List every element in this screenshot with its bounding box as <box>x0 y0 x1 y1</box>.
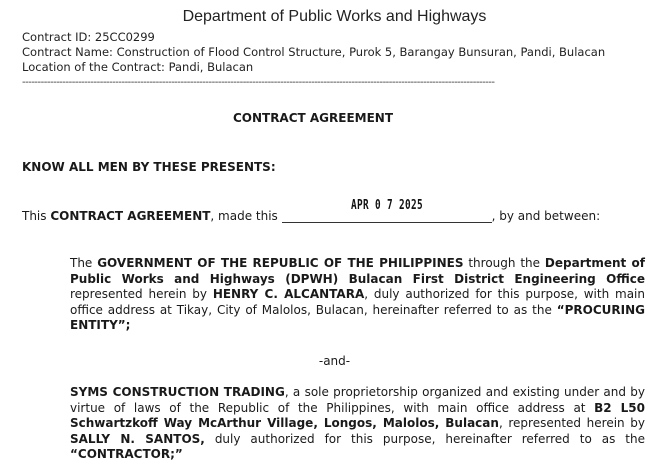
p1-text-1: The <box>70 256 98 270</box>
procuring-entity-paragraph <box>70 256 645 334</box>
made-mid: , made this <box>210 209 282 223</box>
contract-location: Location of the Contract: Pandi, Bulacan <box>22 60 254 74</box>
made-pre: This <box>22 209 51 223</box>
made-post: , by and between: <box>491 209 601 223</box>
p2-bold-2: B2 L50 Schwartzkoff Way McArthur Village, Longos, Malolos, Bulacan <box>70 400 645 430</box>
know-all-men-heading: KNOW ALL MEN BY THESE PRESENTS: <box>22 160 276 174</box>
p2-text-1: , a sole proprietorship organized and existing under and by virtue of laws of the Republic of the Philippines, with main office address at <box>70 385 646 415</box>
and-separator: -and- <box>318 354 351 368</box>
contractor-paragraph <box>70 385 645 463</box>
p1-bold-3: HENRY C. ALCANTARA <box>212 287 365 301</box>
document-title: CONTRACT AGREEMENT <box>232 111 394 125</box>
p1-text-4: , duly authorized for this purpose, with main office address at Tikay, City of Malolos, Bulacan, hereinafter referred to as the <box>70 287 645 317</box>
p1-bold-1: GOVERNMENT OF THE REPUBLIC OF THE PHILIPPINES <box>97 256 464 270</box>
p2-text-2: , represented herein by <box>498 416 645 430</box>
contract-meta <box>22 30 605 75</box>
contract-id: Contract ID: 25CC0299 <box>22 30 155 44</box>
made-bold: CONTRACT AGREEMENT <box>50 209 211 223</box>
made-this-line <box>22 198 601 223</box>
contract-name: Contract Name: Construction of Flood Control Structure, Purok 5, Barangay Bunsuran, Pandi, Bulacan <box>22 45 606 59</box>
date-blank <box>282 198 492 223</box>
p2-bold-4: “CONTRACTOR;” <box>70 447 183 461</box>
p2-bold-3: SALLY N. SANTOS, <box>70 431 205 446</box>
p2-text-3: duly authorized for this purpose, hereinafter referred to as the <box>204 431 646 446</box>
p1-text-3: represented herein by <box>70 287 213 301</box>
p2-bold-1: SYMS CONSTRUCTION TRADING <box>70 385 285 399</box>
separator-line: -------------------------------------------------------------------------------------------------------------------------------------------------------- <box>22 77 495 88</box>
date-stamp: APR 0 7 2025 <box>350 198 423 213</box>
p1-bold-2: Department of Public Works and Highways (DPWH) Bulacan First District Engineering Office <box>70 256 645 286</box>
p1-text-2: through the <box>463 256 545 270</box>
agency-header: Department of Public Works and Highways <box>182 8 487 25</box>
p1-bold-4: “PROCURING ENTITY”; <box>70 302 645 332</box>
